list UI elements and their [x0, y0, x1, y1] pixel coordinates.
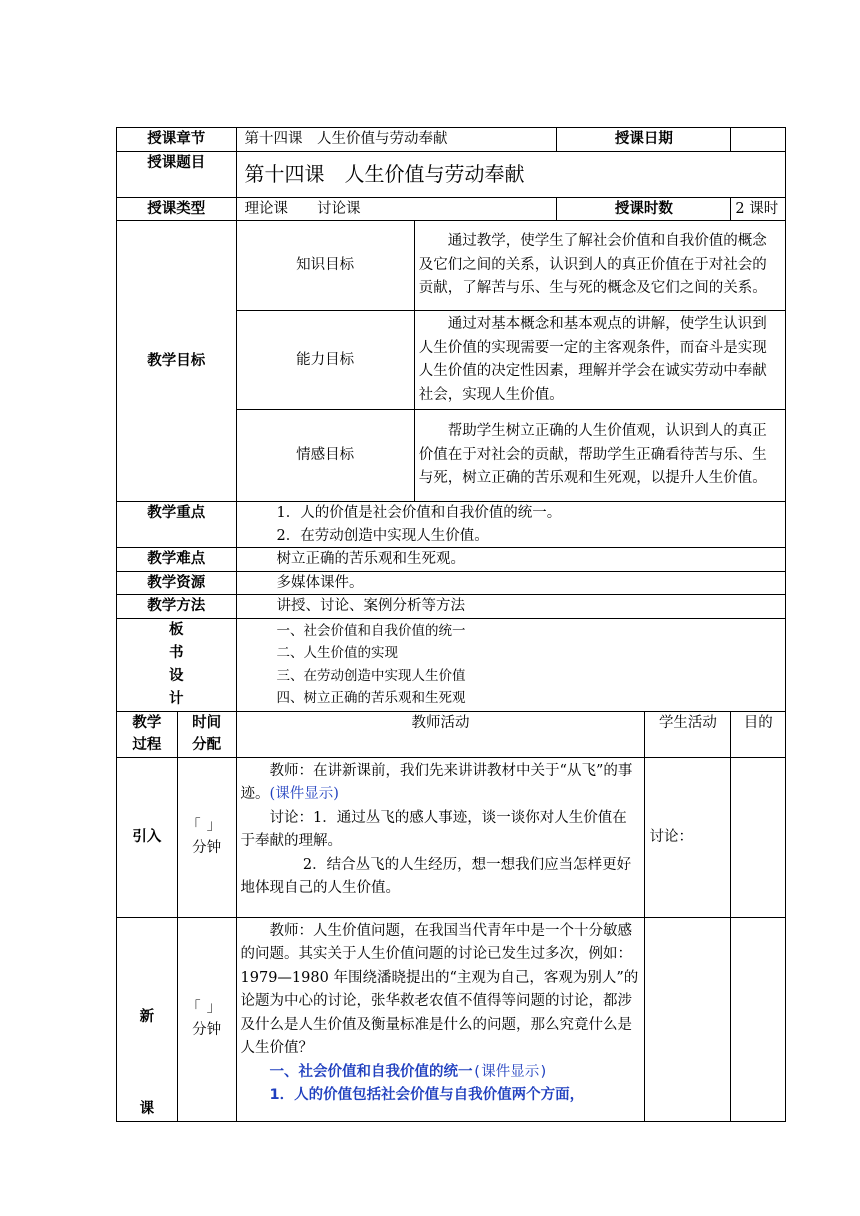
time-bracket: 「」: [186, 999, 228, 1016]
board-item: 二、人生价值的实现: [276, 645, 399, 661]
courseware-note: (课件显示): [472, 1063, 548, 1080]
knowledge-objective-label: 知识目标: [236, 221, 414, 311]
resources-label: 教学资源: [117, 571, 237, 595]
intro-purpose: [731, 757, 786, 917]
chapter-label: 授课章节: [117, 128, 237, 152]
intro-paragraph: [241, 760, 641, 807]
methods-row: [117, 595, 786, 619]
difficulty-row: [117, 548, 786, 572]
board-item: 四、树立正确的苦乐观和生死观: [276, 690, 466, 706]
board-item: 一、社会价值和自我价值的统一: [276, 622, 466, 639]
section-heading: 一、社会价值和自我价值的统一: [269, 1063, 473, 1080]
board-design-label: [117, 618, 237, 711]
new-lesson-stage: [117, 917, 178, 1121]
emotion-objective-label: 情感目标: [236, 410, 414, 502]
key-points-label: 教学重点: [117, 502, 237, 548]
key-point-item: 1．人的价值是社会价值和自我价值的统一。: [276, 505, 562, 521]
topic-value: 第十四课 人生价值与劳动奉献: [236, 151, 785, 197]
intro-discussion-1: 讨论：1．通过丛飞的感人事迹，谈一谈你对人生价值在于奉献的理解。: [240, 809, 627, 849]
intro-teacher-text: 教师：在讲新课前，我们先来讲讲教材中关于“从飞”的事迹。: [240, 762, 633, 802]
methods-text: 讲授、讨论、案例分析等方法: [236, 595, 785, 619]
difficulty-text: 树立正确的苦乐观和生死观。: [236, 548, 785, 572]
board-design-row: [117, 618, 786, 711]
board-label-char: 板: [169, 621, 184, 638]
new-lesson-row: [117, 917, 786, 1121]
key-point-item: 2．在劳动创造中实现人生价值。: [276, 527, 489, 544]
lesson-plan-table: [116, 127, 786, 1122]
time-header: 时间分配: [177, 711, 236, 757]
stage-char: 新: [139, 1008, 155, 1025]
process-header-row: [117, 711, 786, 757]
topic-label: 授课题目: [117, 151, 237, 197]
type-row: [117, 197, 786, 221]
ability-objective-text: 通过对基本概念和基本观点的讲解，使学生认识到人生价值的实现需要一定的主客观条件，而奋斗是实现人生价值的决定性因素，理解并学会在诚实劳动中奉献社会，实现人生价值。: [418, 316, 767, 403]
new-lesson-time: [177, 917, 236, 1121]
knowledge-objective-cell: [414, 221, 785, 311]
chapter-row: [117, 128, 786, 152]
emotion-objective-text: 帮助学生树立正确的人生价值观，认识到人的真正价值在于对社会的贡献，帮助学生正确看待苦与乐、生与死，树立正确的苦乐观和生死观，以提升人生价值。: [418, 423, 767, 487]
student-activity-header: 学生活动: [645, 711, 731, 757]
time-unit: 分钟: [192, 840, 222, 856]
date-value: [731, 128, 786, 152]
new-lesson-student-activity: [645, 917, 731, 1121]
board-label-char: 计: [169, 690, 184, 707]
new-lesson-intro-text: 教师：人生价值问题，在我国当代青年中是一个十分敏感的问题。其实关于人生价值问题的讨论已发生过多次，例如：1979—1980 年围绕潘晓提出的“主观为自己，客观为别人”的论题为中心的讨论，张华救老农值不值得等问题的讨论，都涉及什么是人生价值及衡量标准是什么的问题，那么究竟什么是人生价值？: [240, 922, 639, 1056]
new-lesson-teacher-activity: [236, 917, 645, 1121]
hours-value: 2 课时: [731, 197, 786, 221]
type-label: 授课类型: [117, 197, 237, 221]
key-points-cell: [236, 502, 785, 548]
intro-time: [177, 757, 236, 917]
objectives-label: 教学目标: [117, 221, 237, 502]
new-lesson-purpose: [731, 917, 786, 1121]
board-item: 三、在劳动创造中实现人生价值: [276, 667, 466, 684]
topic-row: [117, 151, 786, 197]
difficulty-label: 教学难点: [117, 548, 237, 572]
section-heading-line: [241, 1061, 641, 1085]
objective-knowledge-row: [117, 221, 786, 311]
board-label-char: 设: [169, 667, 184, 684]
resources-row: [117, 571, 786, 595]
board-design-items: [236, 618, 785, 711]
chapter-value: 第十四课 人生价值与劳动奉献: [236, 128, 557, 152]
key-points-row: [117, 502, 786, 548]
stage-char: 课: [139, 1101, 155, 1117]
intro-teacher-activity: [236, 757, 645, 917]
hours-label: 授课时数: [557, 197, 731, 221]
ability-objective-cell: [414, 311, 785, 410]
methods-label: 教学方法: [117, 595, 237, 619]
time-unit: 分钟: [192, 1022, 222, 1038]
section-subpoint: 1．人的价值包括社会价值与自我价值两个方面，: [269, 1087, 585, 1103]
board-label-char: 书: [169, 644, 184, 661]
teacher-activity-header: 教师活动: [236, 711, 645, 757]
time-bracket: 「」: [186, 817, 228, 834]
ability-objective-label: 能力目标: [236, 311, 414, 410]
courseware-note: (课件显示): [269, 786, 339, 802]
intro-stage: 引入: [117, 757, 178, 917]
emotion-objective-cell: [414, 410, 785, 502]
intro-row: [117, 757, 786, 917]
intro-student-activity: 讨论：: [645, 757, 731, 917]
type-value: 理论课 讨论课: [236, 197, 557, 221]
process-header: 教学过程: [117, 711, 178, 757]
intro-discussion-2: 2．结合丛飞的人生经历，想一想我们应当怎样更好地体现自己的人生价值。: [240, 856, 632, 896]
knowledge-objective-text: 通过教学，使学生了解社会价值和自我价值的概念及它们之间的关系，认识到人的真正价值在于对社会的贡献，了解苦与乐、生与死的概念及它们之间的关系。: [418, 233, 767, 297]
purpose-header: 目的: [731, 711, 786, 757]
date-label: 授课日期: [557, 128, 731, 152]
resources-text: 多媒体课件。: [236, 571, 785, 595]
